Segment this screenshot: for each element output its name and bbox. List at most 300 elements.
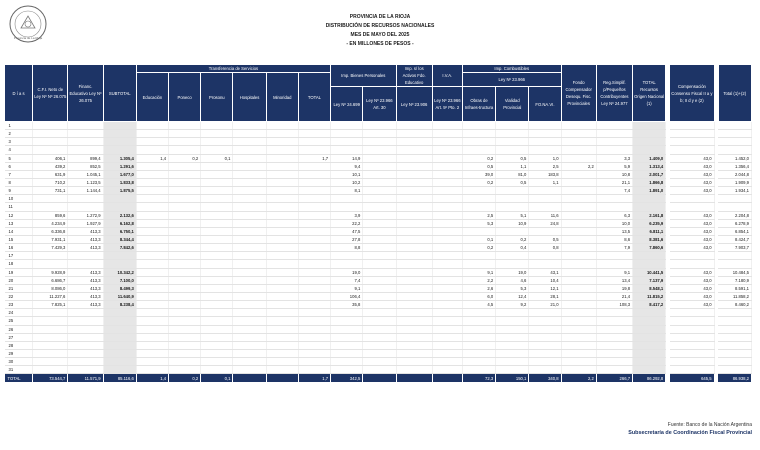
value-cell bbox=[396, 284, 432, 292]
value-cell bbox=[233, 211, 266, 219]
value-cell bbox=[561, 235, 596, 243]
value-cell: 8.499,3 bbox=[103, 284, 136, 292]
table-row bbox=[5, 146, 752, 154]
value-cell: 106,4 bbox=[331, 292, 363, 300]
total-label: TOTAL bbox=[5, 374, 33, 383]
value-cell bbox=[201, 317, 233, 325]
value-cell bbox=[561, 252, 596, 260]
value-cell bbox=[496, 195, 529, 203]
value-cell bbox=[396, 341, 432, 349]
value-cell: 1.875,5 bbox=[103, 187, 136, 195]
value-cell bbox=[136, 235, 168, 243]
value-cell bbox=[68, 333, 103, 341]
value-cell bbox=[462, 260, 495, 268]
value-cell bbox=[718, 203, 751, 211]
value-cell bbox=[596, 358, 632, 366]
value-cell bbox=[331, 349, 363, 357]
value-cell bbox=[169, 349, 201, 357]
value-cell: 13,5 bbox=[596, 227, 632, 235]
value-cell: 8,6 bbox=[596, 235, 632, 243]
value-cell bbox=[169, 130, 201, 138]
value-cell bbox=[136, 276, 168, 284]
value-cell bbox=[136, 162, 168, 170]
value-cell bbox=[363, 146, 396, 154]
value-cell bbox=[529, 138, 561, 146]
value-cell bbox=[136, 227, 168, 235]
value-cell bbox=[266, 366, 298, 374]
value-cell bbox=[33, 130, 68, 138]
value-cell bbox=[718, 358, 751, 366]
value-cell bbox=[266, 268, 298, 276]
value-cell bbox=[496, 122, 529, 130]
value-cell bbox=[298, 333, 330, 341]
value-cell bbox=[298, 130, 330, 138]
value-cell: 2,2 bbox=[561, 374, 596, 383]
value-cell bbox=[169, 309, 201, 317]
value-cell: 8.548,1 bbox=[633, 284, 666, 292]
value-cell: 413,3 bbox=[68, 276, 103, 284]
value-cell bbox=[201, 211, 233, 219]
value-cell bbox=[136, 317, 168, 325]
value-cell bbox=[266, 309, 298, 317]
value-cell: 1.934,1 bbox=[718, 187, 751, 195]
value-cell: 1.909,9 bbox=[718, 178, 751, 186]
value-cell: 0,5 bbox=[496, 178, 529, 186]
value-cell: 5,3 bbox=[462, 219, 495, 227]
value-cell bbox=[363, 252, 396, 260]
day-cell: 8 bbox=[5, 178, 33, 186]
value-cell bbox=[33, 260, 68, 268]
value-cell bbox=[169, 292, 201, 300]
table-row bbox=[5, 292, 752, 300]
value-cell bbox=[68, 349, 103, 357]
value-cell bbox=[233, 301, 266, 309]
value-cell bbox=[233, 309, 266, 317]
table-row bbox=[5, 252, 752, 260]
value-cell bbox=[169, 252, 201, 260]
value-cell: 0,2 bbox=[462, 178, 495, 186]
value-cell bbox=[233, 276, 266, 284]
value-cell: 10,0 bbox=[596, 219, 632, 227]
table-row bbox=[5, 162, 752, 170]
value-cell bbox=[68, 146, 103, 154]
value-cell bbox=[718, 138, 751, 146]
value-cell: 0,1 bbox=[201, 154, 233, 162]
value-cell: 1,4 bbox=[136, 374, 168, 383]
value-cell bbox=[201, 358, 233, 366]
table-row bbox=[5, 178, 752, 186]
value-cell: 2,5 bbox=[529, 162, 561, 170]
value-cell bbox=[670, 317, 714, 325]
value-cell bbox=[68, 203, 103, 211]
value-cell bbox=[633, 138, 666, 146]
value-cell bbox=[103, 333, 136, 341]
value-cell bbox=[298, 146, 330, 154]
value-cell: 6.811,1 bbox=[633, 227, 666, 235]
value-cell bbox=[363, 333, 396, 341]
value-cell bbox=[233, 170, 266, 178]
value-cell: 7.429,3 bbox=[33, 244, 68, 252]
value-cell bbox=[670, 130, 714, 138]
value-cell bbox=[496, 366, 529, 374]
value-cell bbox=[169, 366, 201, 374]
value-cell: 0,4 bbox=[496, 244, 529, 252]
day-cell: 16 bbox=[5, 244, 33, 252]
value-cell: 413,3 bbox=[68, 284, 103, 292]
value-cell: 9,2 bbox=[496, 301, 529, 309]
value-cell bbox=[432, 284, 462, 292]
value-cell: 21,0 bbox=[529, 301, 561, 309]
value-cell: 6.750,1 bbox=[103, 227, 136, 235]
value-cell: 10.441,5 bbox=[633, 268, 666, 276]
value-cell: 0,2 bbox=[496, 235, 529, 243]
value-cell: 6,3 bbox=[596, 211, 632, 219]
value-cell bbox=[561, 284, 596, 292]
table-row bbox=[5, 317, 752, 325]
value-cell bbox=[266, 162, 298, 170]
value-cell: 7.903,7 bbox=[718, 244, 751, 252]
value-cell bbox=[331, 252, 363, 260]
value-cell: 5,3 bbox=[496, 284, 529, 292]
value-cell bbox=[561, 333, 596, 341]
value-cell: 8.238,4 bbox=[103, 301, 136, 309]
value-cell bbox=[670, 366, 714, 374]
value-cell bbox=[233, 178, 266, 186]
value-cell: 8.344,4 bbox=[103, 235, 136, 243]
value-cell bbox=[396, 227, 432, 235]
value-cell bbox=[462, 333, 495, 341]
value-cell bbox=[432, 374, 462, 383]
value-cell bbox=[136, 138, 168, 146]
value-cell bbox=[136, 170, 168, 178]
value-cell: 413,3 bbox=[68, 235, 103, 243]
day-cell: 22 bbox=[5, 292, 33, 300]
value-cell bbox=[718, 317, 751, 325]
value-cell bbox=[596, 260, 632, 268]
value-cell bbox=[233, 292, 266, 300]
value-cell bbox=[68, 309, 103, 317]
value-cell bbox=[561, 195, 596, 203]
col-total-recursos: TOTAL Recursos Origen Nacional (1) bbox=[633, 65, 666, 122]
value-cell bbox=[718, 130, 751, 138]
value-cell: 43,0 bbox=[670, 276, 714, 284]
value-cell bbox=[432, 227, 462, 235]
value-cell bbox=[169, 341, 201, 349]
day-cell: 10 bbox=[5, 195, 33, 203]
value-cell bbox=[266, 325, 298, 333]
value-cell bbox=[103, 252, 136, 260]
value-cell bbox=[363, 122, 396, 130]
value-cell bbox=[718, 341, 751, 349]
value-cell: 150,1 bbox=[496, 374, 529, 383]
value-cell bbox=[670, 146, 714, 154]
value-cell: 899,4 bbox=[68, 154, 103, 162]
value-cell bbox=[561, 292, 596, 300]
value-cell bbox=[103, 203, 136, 211]
value-cell bbox=[363, 235, 396, 243]
value-cell: 2,6 bbox=[462, 284, 495, 292]
value-cell bbox=[266, 284, 298, 292]
value-cell bbox=[432, 138, 462, 146]
table-header bbox=[5, 65, 752, 122]
value-cell bbox=[363, 130, 396, 138]
value-cell bbox=[136, 292, 168, 300]
value-cell: 8.086,0 bbox=[33, 284, 68, 292]
value-cell bbox=[596, 333, 632, 341]
report-period: MES DE MAYO DEL 2025 bbox=[350, 32, 410, 38]
value-cell: 6.278,9 bbox=[718, 219, 751, 227]
value-cell: 7,4 bbox=[331, 276, 363, 284]
value-cell: 852,5 bbox=[68, 162, 103, 170]
value-cell bbox=[633, 203, 666, 211]
value-cell: 2.001,7 bbox=[633, 170, 666, 178]
report-header bbox=[0, 13, 760, 49]
day-cell: 12 bbox=[5, 211, 33, 219]
value-cell bbox=[298, 309, 330, 317]
value-cell bbox=[363, 211, 396, 219]
value-cell bbox=[201, 292, 233, 300]
table-row bbox=[5, 219, 752, 227]
value-cell bbox=[201, 219, 233, 227]
value-cell bbox=[363, 195, 396, 203]
value-cell: 2,5 bbox=[462, 211, 495, 219]
value-cell: 43,0 bbox=[670, 268, 714, 276]
value-cell: 10,2 bbox=[331, 178, 363, 186]
value-cell: 1.891,0 bbox=[633, 187, 666, 195]
value-cell bbox=[201, 178, 233, 186]
value-cell: 4,6 bbox=[496, 276, 529, 284]
value-cell bbox=[529, 349, 561, 357]
value-cell bbox=[266, 292, 298, 300]
col-ley-23966-art30: Ley Nº 23.966 Art. 30 bbox=[363, 87, 396, 122]
value-cell bbox=[432, 260, 462, 268]
value-cell: 0,1 bbox=[201, 374, 233, 383]
value-cell bbox=[596, 138, 632, 146]
value-cell bbox=[331, 341, 363, 349]
value-cell bbox=[136, 219, 168, 227]
value-cell bbox=[363, 284, 396, 292]
value-cell: 19,0 bbox=[331, 268, 363, 276]
value-cell bbox=[561, 178, 596, 186]
value-cell: 85.116,6 bbox=[103, 374, 136, 383]
value-cell: 1.291,6 bbox=[103, 162, 136, 170]
value-cell bbox=[136, 284, 168, 292]
value-cell bbox=[266, 146, 298, 154]
day-cell: 25 bbox=[5, 317, 33, 325]
value-cell bbox=[496, 325, 529, 333]
value-cell bbox=[233, 138, 266, 146]
value-cell bbox=[201, 187, 233, 195]
value-cell bbox=[432, 235, 462, 243]
value-cell bbox=[396, 235, 432, 243]
value-cell bbox=[432, 162, 462, 170]
value-cell bbox=[396, 195, 432, 203]
value-cell bbox=[561, 301, 596, 309]
value-cell bbox=[363, 358, 396, 366]
value-cell bbox=[561, 276, 596, 284]
group-ley-23966: Ley Nº 23.966 bbox=[462, 73, 561, 87]
value-cell bbox=[233, 260, 266, 268]
col-obras: Obras de Infraes-tructura bbox=[462, 87, 495, 122]
value-cell bbox=[396, 146, 432, 154]
value-cell bbox=[396, 211, 432, 219]
value-cell: 11.640,9 bbox=[103, 292, 136, 300]
value-cell bbox=[103, 195, 136, 203]
value-cell bbox=[633, 146, 666, 154]
value-cell bbox=[396, 122, 432, 130]
value-cell bbox=[718, 366, 751, 374]
value-cell: 12,4 bbox=[496, 292, 529, 300]
value-cell: 413,3 bbox=[68, 301, 103, 309]
value-cell bbox=[432, 122, 462, 130]
day-cell: 13 bbox=[5, 219, 33, 227]
value-cell: 43,0 bbox=[670, 284, 714, 292]
value-cell bbox=[596, 130, 632, 138]
value-cell: 7.137,9 bbox=[633, 276, 666, 284]
value-cell: 0,2 bbox=[169, 154, 201, 162]
value-cell bbox=[396, 325, 432, 333]
value-cell bbox=[670, 122, 714, 130]
value-cell bbox=[169, 301, 201, 309]
table-row bbox=[5, 130, 752, 138]
value-cell bbox=[68, 366, 103, 374]
value-cell bbox=[169, 227, 201, 235]
value-cell bbox=[136, 252, 168, 260]
value-cell bbox=[298, 138, 330, 146]
value-cell bbox=[103, 260, 136, 268]
value-cell bbox=[298, 244, 330, 252]
value-cell: 9,4 bbox=[331, 162, 363, 170]
day-cell: 14 bbox=[5, 227, 33, 235]
value-cell bbox=[529, 195, 561, 203]
value-cell bbox=[298, 260, 330, 268]
col-minoridad: Minoridad bbox=[266, 73, 298, 122]
value-cell bbox=[561, 349, 596, 357]
value-cell bbox=[363, 366, 396, 374]
value-cell bbox=[561, 244, 596, 252]
value-cell bbox=[33, 203, 68, 211]
value-cell bbox=[233, 333, 266, 341]
value-cell bbox=[103, 366, 136, 374]
value-cell bbox=[298, 122, 330, 130]
source-note: Fuente: Banco de la Nación Argentina bbox=[667, 422, 752, 428]
value-cell bbox=[633, 195, 666, 203]
table-row bbox=[5, 138, 752, 146]
value-cell: 0,5 bbox=[496, 154, 529, 162]
value-cell bbox=[169, 187, 201, 195]
value-cell bbox=[432, 309, 462, 317]
value-cell bbox=[331, 130, 363, 138]
value-cell: 2,2 bbox=[561, 162, 596, 170]
value-cell bbox=[33, 122, 68, 130]
table-row bbox=[5, 170, 752, 178]
value-cell bbox=[396, 333, 432, 341]
value-cell bbox=[201, 122, 233, 130]
value-cell bbox=[136, 309, 168, 317]
value-cell bbox=[718, 333, 751, 341]
value-cell: 27,8 bbox=[331, 235, 363, 243]
value-cell: 1.927,9 bbox=[68, 219, 103, 227]
value-cell bbox=[596, 309, 632, 317]
value-cell bbox=[136, 366, 168, 374]
value-cell bbox=[396, 170, 432, 178]
value-cell bbox=[169, 219, 201, 227]
value-cell bbox=[201, 301, 233, 309]
value-cell bbox=[432, 276, 462, 284]
report-title: PROVINCIA DE LA RIOJA bbox=[349, 14, 411, 20]
value-cell bbox=[136, 341, 168, 349]
value-cell bbox=[233, 268, 266, 276]
value-cell bbox=[529, 317, 561, 325]
value-cell bbox=[529, 203, 561, 211]
value-cell: 28,1 bbox=[529, 292, 561, 300]
value-cell bbox=[462, 325, 495, 333]
value-cell bbox=[233, 317, 266, 325]
value-cell bbox=[561, 309, 596, 317]
value-cell bbox=[432, 219, 462, 227]
value-cell bbox=[136, 203, 168, 211]
value-cell: 43,0 bbox=[670, 170, 714, 178]
value-cell bbox=[266, 122, 298, 130]
value-cell bbox=[432, 317, 462, 325]
value-cell bbox=[633, 349, 666, 357]
value-cell bbox=[529, 325, 561, 333]
value-cell bbox=[396, 187, 432, 195]
value-cell bbox=[561, 146, 596, 154]
value-cell: 14,9 bbox=[331, 154, 363, 162]
value-cell: 19,8 bbox=[596, 284, 632, 292]
value-cell bbox=[33, 309, 68, 317]
value-cell: 413,3 bbox=[68, 244, 103, 252]
table-row bbox=[5, 349, 752, 357]
value-cell bbox=[266, 187, 298, 195]
value-cell bbox=[169, 276, 201, 284]
value-cell: 11,6 bbox=[529, 211, 561, 219]
value-cell: 1,1 bbox=[496, 162, 529, 170]
table-row bbox=[5, 235, 752, 243]
value-cell bbox=[331, 309, 363, 317]
value-cell bbox=[68, 195, 103, 203]
value-cell bbox=[169, 284, 201, 292]
table-row bbox=[5, 268, 752, 276]
value-cell: 43,0 bbox=[670, 154, 714, 162]
value-cell bbox=[529, 146, 561, 154]
value-cell bbox=[169, 195, 201, 203]
value-cell bbox=[529, 187, 561, 195]
value-cell bbox=[266, 203, 298, 211]
value-cell bbox=[103, 130, 136, 138]
value-cell bbox=[331, 325, 363, 333]
value-cell: 631,9 bbox=[33, 170, 68, 178]
value-cell: 11.571,9 bbox=[68, 374, 103, 383]
group-imp-combustibles: Imp. Combustibles bbox=[462, 65, 561, 73]
day-cell: 26 bbox=[5, 325, 33, 333]
value-cell bbox=[266, 130, 298, 138]
value-cell: 8.460,2 bbox=[718, 301, 751, 309]
value-cell bbox=[529, 341, 561, 349]
value-cell bbox=[596, 122, 632, 130]
value-cell: 10,8 bbox=[596, 170, 632, 178]
value-cell bbox=[233, 122, 266, 130]
value-cell bbox=[561, 358, 596, 366]
value-cell bbox=[718, 195, 751, 203]
day-cell: 23 bbox=[5, 301, 33, 309]
value-cell: 86.938,2 bbox=[718, 374, 751, 383]
value-cell bbox=[363, 292, 396, 300]
value-cell: 10.484,5 bbox=[718, 268, 751, 276]
value-cell: 108,3 bbox=[596, 301, 632, 309]
value-cell: 1.144,4 bbox=[68, 187, 103, 195]
